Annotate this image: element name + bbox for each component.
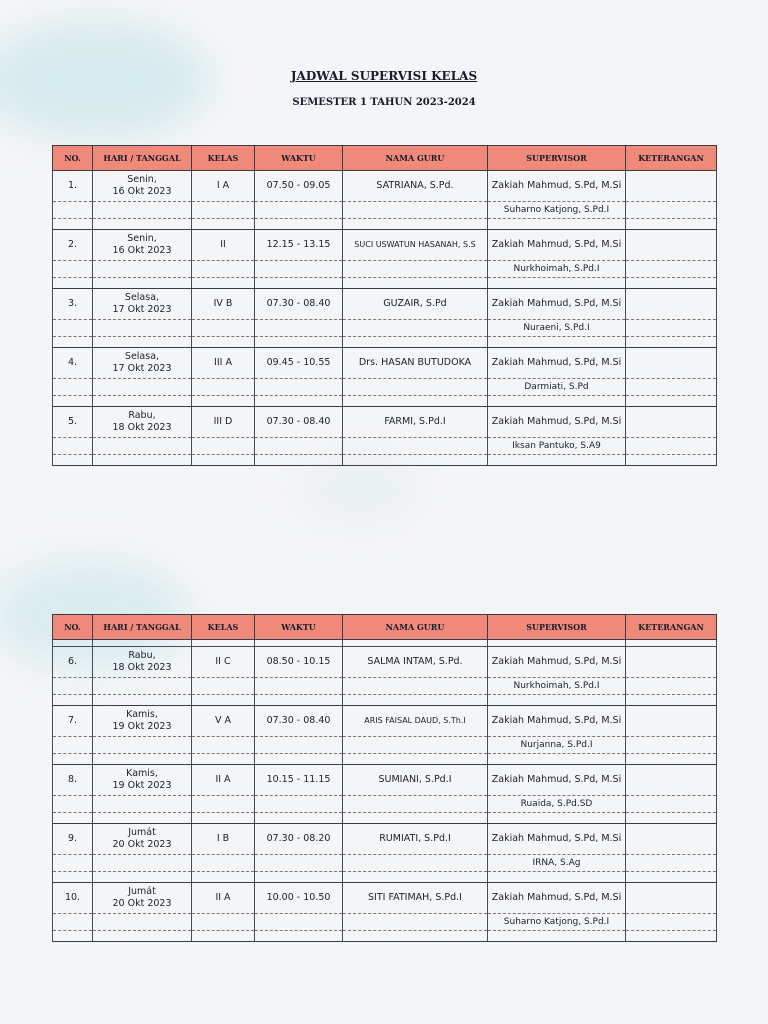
date-label: 18 Okt 2023 bbox=[112, 662, 172, 673]
empty-cell bbox=[343, 855, 488, 872]
table-row bbox=[53, 754, 717, 765]
hari-tanggal-cell bbox=[93, 765, 192, 796]
row-number: 3. bbox=[53, 289, 93, 320]
empty-cell bbox=[53, 396, 93, 407]
row-number: 7. bbox=[53, 706, 93, 737]
empty-cell bbox=[343, 754, 488, 765]
day-label: Senin, bbox=[127, 174, 157, 185]
keterangan-cell bbox=[626, 706, 717, 737]
header-waktu: WAKTU bbox=[255, 615, 343, 640]
table-header bbox=[53, 146, 717, 171]
empty-cell bbox=[343, 695, 488, 706]
table-row bbox=[53, 320, 717, 337]
supervisor-cell: Zakiah Mahmud, S.Pd, M.Si bbox=[488, 289, 626, 320]
supervisor-cell: Zakiah Mahmud, S.Pd, M.Si bbox=[488, 407, 626, 438]
hari-tanggal-cell bbox=[93, 407, 192, 438]
header-keterangan: KETERANGAN bbox=[626, 146, 717, 171]
empty-cell bbox=[93, 754, 192, 765]
empty-cell bbox=[53, 796, 93, 813]
table-row bbox=[53, 765, 717, 796]
table-row bbox=[53, 647, 717, 678]
row-number: 5. bbox=[53, 407, 93, 438]
supervisor-2-cell: Suharno Katjong, S.Pd.I bbox=[488, 914, 626, 931]
keterangan-cell bbox=[626, 407, 717, 438]
empty-cell bbox=[53, 219, 93, 230]
empty-cell bbox=[93, 219, 192, 230]
date-label: 17 Okt 2023 bbox=[112, 363, 172, 374]
nama-guru-cell: ARIS FAISAL DAUD, S.Th.I bbox=[343, 706, 488, 737]
empty-cell bbox=[626, 438, 717, 455]
water-stain bbox=[300, 460, 420, 520]
empty-cell bbox=[626, 754, 717, 765]
kelas-cell: II A bbox=[192, 765, 255, 796]
empty-cell bbox=[192, 796, 255, 813]
empty-cell bbox=[255, 695, 343, 706]
empty-cell bbox=[192, 278, 255, 289]
date-label: 20 Okt 2023 bbox=[112, 898, 172, 909]
empty-cell bbox=[192, 737, 255, 754]
day-label: Rabu, bbox=[128, 410, 156, 421]
waktu-cell: 07.30 - 08.40 bbox=[255, 706, 343, 737]
empty-cell bbox=[53, 320, 93, 337]
empty-cell bbox=[53, 337, 93, 348]
table-row bbox=[53, 337, 717, 348]
empty-cell bbox=[192, 202, 255, 219]
empty-cell bbox=[343, 438, 488, 455]
row-number: 2. bbox=[53, 230, 93, 261]
kelas-cell: V A bbox=[192, 706, 255, 737]
kelas-cell: II bbox=[192, 230, 255, 261]
date-label: 18 Okt 2023 bbox=[112, 422, 172, 433]
table-row bbox=[53, 202, 717, 219]
waktu-cell: 07.30 - 08.20 bbox=[255, 824, 343, 855]
empty-cell bbox=[343, 278, 488, 289]
table-row bbox=[53, 737, 717, 754]
empty-cell bbox=[626, 695, 717, 706]
header-hari-tanggal: HARI / TANGGAL bbox=[93, 146, 192, 171]
keterangan-cell bbox=[626, 289, 717, 320]
empty-cell bbox=[343, 396, 488, 407]
empty-cell bbox=[255, 261, 343, 278]
waktu-cell: 07.50 - 09.05 bbox=[255, 171, 343, 202]
keterangan-cell bbox=[626, 883, 717, 914]
empty-cell bbox=[93, 438, 192, 455]
empty-cell bbox=[255, 219, 343, 230]
date-label: 16 Okt 2023 bbox=[112, 245, 172, 256]
empty-cell bbox=[53, 872, 93, 883]
empty-cell bbox=[488, 278, 626, 289]
empty-cell bbox=[192, 320, 255, 337]
empty-cell bbox=[626, 278, 717, 289]
empty-cell bbox=[53, 695, 93, 706]
keterangan-cell bbox=[626, 348, 717, 379]
empty-cell bbox=[255, 796, 343, 813]
empty-cell bbox=[93, 813, 192, 824]
empty-cell bbox=[255, 931, 343, 942]
keterangan-cell bbox=[626, 647, 717, 678]
empty-cell bbox=[192, 455, 255, 466]
empty-cell bbox=[488, 931, 626, 942]
hari-tanggal-cell bbox=[93, 348, 192, 379]
empty-cell bbox=[343, 737, 488, 754]
supervisor-cell: Zakiah Mahmud, S.Pd, M.Si bbox=[488, 883, 626, 914]
empty-cell bbox=[53, 278, 93, 289]
day-label: Selasa, bbox=[124, 351, 160, 362]
empty-cell bbox=[343, 872, 488, 883]
empty-cell bbox=[626, 737, 717, 754]
kelas-cell: II A bbox=[192, 883, 255, 914]
header-no: NO. bbox=[53, 146, 93, 171]
empty-cell bbox=[626, 914, 717, 931]
kelas-cell: I B bbox=[192, 824, 255, 855]
row-number: 8. bbox=[53, 765, 93, 796]
empty-cell bbox=[192, 872, 255, 883]
empty-cell bbox=[255, 278, 343, 289]
date-label: 20 Okt 2023 bbox=[112, 839, 172, 850]
hari-tanggal-cell bbox=[93, 647, 192, 678]
empty-cell bbox=[343, 379, 488, 396]
waktu-cell: 09.45 - 10.55 bbox=[255, 348, 343, 379]
empty-cell bbox=[93, 337, 192, 348]
table-row bbox=[53, 695, 717, 706]
empty-cell bbox=[53, 438, 93, 455]
supervisor-2-cell: Ruaida, S.Pd.SD bbox=[488, 796, 626, 813]
row-number: 1. bbox=[53, 171, 93, 202]
supervisor-2-cell: Nurkhoimah, S.Pd.I bbox=[488, 678, 626, 695]
nama-guru-cell: SATRIANA, S.Pd. bbox=[343, 171, 488, 202]
hari-tanggal-cell bbox=[93, 824, 192, 855]
supervisor-2-cell: Nuraeni, S.Pd.I bbox=[488, 320, 626, 337]
empty-cell bbox=[192, 219, 255, 230]
empty-cell bbox=[93, 855, 192, 872]
empty-cell bbox=[626, 219, 717, 230]
day-label: Senin, bbox=[127, 233, 157, 244]
empty-cell bbox=[255, 438, 343, 455]
empty-cell bbox=[93, 872, 192, 883]
supervisor-cell: Zakiah Mahmud, S.Pd, M.Si bbox=[488, 706, 626, 737]
day-label: Jumát bbox=[128, 886, 156, 897]
empty-cell bbox=[488, 695, 626, 706]
empty-cell bbox=[53, 261, 93, 278]
supervisor-cell: Zakiah Mahmud, S.Pd, M.Si bbox=[488, 647, 626, 678]
table-row bbox=[53, 678, 717, 695]
supervisor-cell: Zakiah Mahmud, S.Pd, M.Si bbox=[488, 230, 626, 261]
table-row bbox=[53, 914, 717, 931]
empty-cell bbox=[93, 202, 192, 219]
supervisor-cell: Zakiah Mahmud, S.Pd, M.Si bbox=[488, 348, 626, 379]
nama-guru-cell: GUZAIR, S.Pd bbox=[343, 289, 488, 320]
empty-cell bbox=[192, 337, 255, 348]
supervisor-2-cell: Nurjanna, S.Pd.I bbox=[488, 737, 626, 754]
empty-cell bbox=[626, 872, 717, 883]
empty-cell bbox=[93, 396, 192, 407]
empty-cell bbox=[488, 754, 626, 765]
empty-cell bbox=[255, 914, 343, 931]
waktu-cell: 10.15 - 11.15 bbox=[255, 765, 343, 796]
nama-guru-cell: RUMIATI, S.Pd.I bbox=[343, 824, 488, 855]
empty-cell bbox=[192, 379, 255, 396]
table-row bbox=[53, 796, 717, 813]
table-row bbox=[53, 278, 717, 289]
supervisor-2-cell: Nurkhoimah, S.Pd.I bbox=[488, 261, 626, 278]
empty-cell bbox=[626, 320, 717, 337]
header-no: NO. bbox=[53, 615, 93, 640]
supervisor-2-cell: Suharno Katjong, S.Pd.I bbox=[488, 202, 626, 219]
table-row bbox=[53, 824, 717, 855]
empty-cell bbox=[192, 261, 255, 278]
nama-guru-cell: SUCI USWATUN HASANAH, S.S bbox=[343, 230, 488, 261]
empty-cell bbox=[343, 261, 488, 278]
table-row bbox=[53, 289, 717, 320]
empty-cell bbox=[488, 813, 626, 824]
day-label: Kamis, bbox=[126, 709, 158, 720]
hari-tanggal-cell bbox=[93, 706, 192, 737]
hari-tanggal-cell bbox=[93, 230, 192, 261]
header-supervisor: SUPERVISOR bbox=[488, 146, 626, 171]
waktu-cell: 07.30 - 08.40 bbox=[255, 407, 343, 438]
empty-cell bbox=[255, 379, 343, 396]
empty-cell bbox=[53, 855, 93, 872]
empty-cell bbox=[93, 931, 192, 942]
supervisor-cell: Zakiah Mahmud, S.Pd, M.Si bbox=[488, 824, 626, 855]
date-label: 16 Okt 2023 bbox=[112, 186, 172, 197]
table-row bbox=[53, 883, 717, 914]
date-label: 19 Okt 2023 bbox=[112, 721, 172, 732]
empty-cell bbox=[53, 737, 93, 754]
hari-tanggal-cell bbox=[93, 883, 192, 914]
empty-cell bbox=[626, 337, 717, 348]
date-label: 17 Okt 2023 bbox=[112, 304, 172, 315]
empty-cell bbox=[192, 678, 255, 695]
supervisor-2-cell: IRNA, S.Ag bbox=[488, 855, 626, 872]
schedule-table-1 bbox=[52, 145, 717, 466]
empty-cell bbox=[488, 455, 626, 466]
empty-cell bbox=[192, 396, 255, 407]
kelas-cell: IV B bbox=[192, 289, 255, 320]
page-title: JADWAL SUPERVISI KELAS bbox=[290, 69, 478, 83]
empty-cell bbox=[488, 396, 626, 407]
nama-guru-cell: SALMA INTAM, S.Pd. bbox=[343, 647, 488, 678]
empty-cell bbox=[93, 678, 192, 695]
empty-cell bbox=[255, 396, 343, 407]
empty-cell bbox=[192, 695, 255, 706]
date-label: 19 Okt 2023 bbox=[112, 780, 172, 791]
header-nama-guru: NAMA GURU bbox=[343, 615, 488, 640]
table-row bbox=[53, 219, 717, 230]
empty-cell bbox=[192, 754, 255, 765]
header-nama-guru: NAMA GURU bbox=[343, 146, 488, 171]
table-row bbox=[53, 230, 717, 261]
empty-cell bbox=[53, 931, 93, 942]
kelas-cell: I A bbox=[192, 171, 255, 202]
empty-cell bbox=[93, 737, 192, 754]
empty-cell bbox=[626, 931, 717, 942]
empty-cell bbox=[343, 678, 488, 695]
empty-cell bbox=[93, 695, 192, 706]
schedule-table-2 bbox=[52, 614, 717, 942]
empty-cell bbox=[255, 855, 343, 872]
empty-cell bbox=[626, 396, 717, 407]
empty-cell bbox=[192, 914, 255, 931]
hari-tanggal-cell bbox=[93, 171, 192, 202]
empty-cell bbox=[93, 278, 192, 289]
supervisor-2-cell: Iksan Pantuko, S.A9 bbox=[488, 438, 626, 455]
empty-cell bbox=[488, 337, 626, 348]
table-row bbox=[53, 348, 717, 379]
empty-cell bbox=[626, 202, 717, 219]
empty-cell bbox=[255, 455, 343, 466]
empty-cell bbox=[93, 320, 192, 337]
empty-cell bbox=[53, 813, 93, 824]
table-row bbox=[53, 171, 717, 202]
day-label: Selasa, bbox=[124, 292, 160, 303]
empty-cell bbox=[192, 813, 255, 824]
supervisor-cell: Zakiah Mahmud, S.Pd, M.Si bbox=[488, 765, 626, 796]
table-header bbox=[53, 615, 717, 640]
waktu-cell: 07.30 - 08.40 bbox=[255, 289, 343, 320]
header-supervisor: SUPERVISOR bbox=[488, 615, 626, 640]
keterangan-cell bbox=[626, 230, 717, 261]
kelas-cell: III D bbox=[192, 407, 255, 438]
nama-guru-cell: SITI FATIMAH, S.Pd.I bbox=[343, 883, 488, 914]
empty-cell bbox=[53, 202, 93, 219]
kelas-cell: II C bbox=[192, 647, 255, 678]
empty-cell bbox=[343, 914, 488, 931]
empty-cell bbox=[343, 931, 488, 942]
table-row bbox=[53, 931, 717, 942]
empty-cell bbox=[488, 872, 626, 883]
nama-guru-cell: FARMI, S.Pd.I bbox=[343, 407, 488, 438]
supervisor-cell: Zakiah Mahmud, S.Pd, M.Si bbox=[488, 171, 626, 202]
header-kelas: KELAS bbox=[192, 146, 255, 171]
row-number: 6. bbox=[53, 647, 93, 678]
empty-cell bbox=[93, 261, 192, 278]
empty-cell bbox=[192, 438, 255, 455]
empty-cell bbox=[626, 855, 717, 872]
row-number: 4. bbox=[53, 348, 93, 379]
empty-cell bbox=[626, 261, 717, 278]
empty-cell bbox=[343, 202, 488, 219]
empty-cell bbox=[192, 855, 255, 872]
empty-cell bbox=[93, 914, 192, 931]
empty-cell bbox=[192, 931, 255, 942]
table-row bbox=[53, 855, 717, 872]
empty-cell bbox=[53, 455, 93, 466]
row-number: 10. bbox=[53, 883, 93, 914]
empty-cell bbox=[343, 320, 488, 337]
nama-guru-cell: Drs. HASAN BUTUDOKA bbox=[343, 348, 488, 379]
empty-cell bbox=[343, 337, 488, 348]
header-waktu: WAKTU bbox=[255, 146, 343, 171]
empty-cell bbox=[626, 813, 717, 824]
table-row bbox=[53, 872, 717, 883]
table-row bbox=[53, 407, 717, 438]
empty-cell bbox=[93, 379, 192, 396]
day-label: Jumát bbox=[128, 827, 156, 838]
waktu-cell: 12.15 - 13.15 bbox=[255, 230, 343, 261]
empty-cell bbox=[255, 202, 343, 219]
table-row bbox=[53, 455, 717, 466]
day-label: Kamis, bbox=[126, 768, 158, 779]
keterangan-cell bbox=[626, 824, 717, 855]
empty-cell bbox=[488, 219, 626, 230]
empty-cell bbox=[255, 337, 343, 348]
keterangan-cell bbox=[626, 171, 717, 202]
hari-tanggal-cell bbox=[93, 289, 192, 320]
table-row bbox=[53, 261, 717, 278]
empty-cell bbox=[343, 455, 488, 466]
nama-guru-cell: SUMIANI, S.Pd.I bbox=[343, 765, 488, 796]
empty-cell bbox=[255, 737, 343, 754]
empty-cell bbox=[343, 219, 488, 230]
day-label: Rabu, bbox=[128, 650, 156, 661]
empty-cell bbox=[53, 754, 93, 765]
page-subtitle: SEMESTER 1 TAHUN 2023-2024 bbox=[292, 97, 476, 108]
empty-cell bbox=[93, 796, 192, 813]
empty-cell bbox=[626, 796, 717, 813]
header-keterangan: KETERANGAN bbox=[626, 615, 717, 640]
waktu-cell: 10.00 - 10.50 bbox=[255, 883, 343, 914]
supervisor-2-cell: Darmiati, S.Pd bbox=[488, 379, 626, 396]
waktu-cell: 08.50 - 10.15 bbox=[255, 647, 343, 678]
empty-cell bbox=[343, 813, 488, 824]
empty-cell bbox=[53, 914, 93, 931]
empty-cell bbox=[255, 678, 343, 695]
empty-cell bbox=[255, 813, 343, 824]
table-row bbox=[53, 813, 717, 824]
empty-cell bbox=[343, 796, 488, 813]
table-row bbox=[53, 396, 717, 407]
keterangan-cell bbox=[626, 765, 717, 796]
table-row bbox=[53, 379, 717, 396]
row-number: 9. bbox=[53, 824, 93, 855]
kelas-cell: III A bbox=[192, 348, 255, 379]
header-kelas: KELAS bbox=[192, 615, 255, 640]
empty-cell bbox=[626, 455, 717, 466]
table-row bbox=[53, 706, 717, 737]
spacer-row bbox=[53, 640, 717, 647]
empty-cell bbox=[255, 320, 343, 337]
empty-cell bbox=[53, 678, 93, 695]
empty-cell bbox=[255, 754, 343, 765]
empty-cell bbox=[93, 455, 192, 466]
empty-cell bbox=[53, 379, 93, 396]
empty-cell bbox=[626, 379, 717, 396]
empty-cell bbox=[626, 678, 717, 695]
empty-cell bbox=[255, 872, 343, 883]
table-row bbox=[53, 438, 717, 455]
header-hari-tanggal: HARI / TANGGAL bbox=[93, 615, 192, 640]
